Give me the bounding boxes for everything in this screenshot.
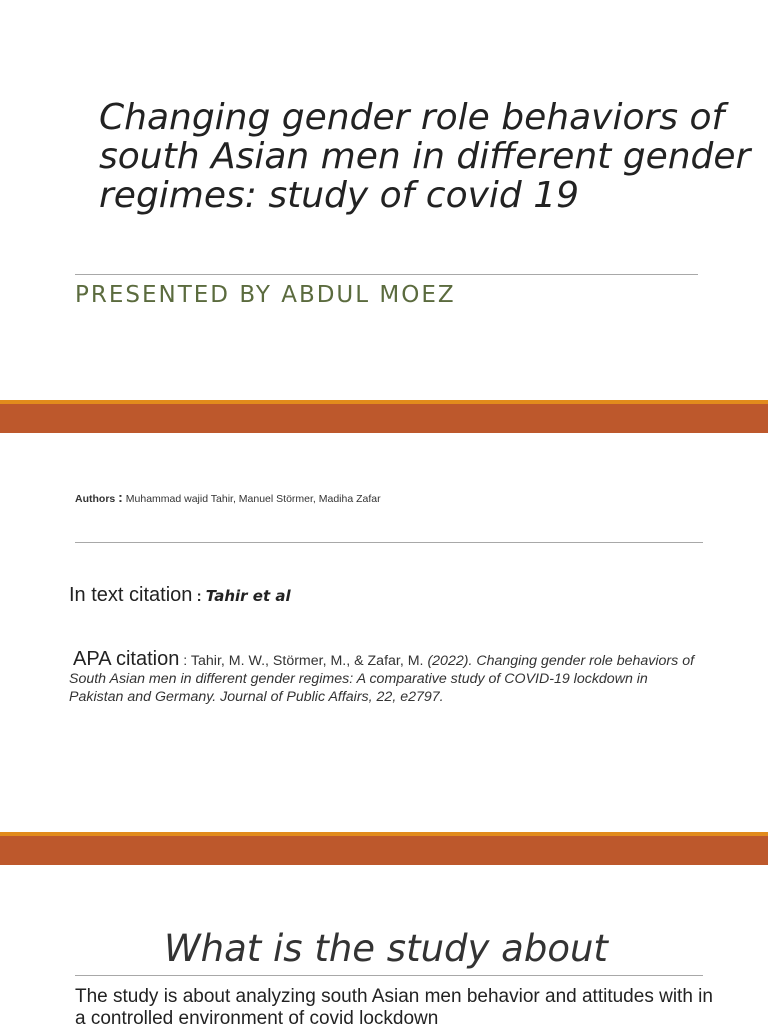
title-divider [75,274,698,275]
apa-citation-authors: : Tahir, M. W., Störmer, M., & Zafar, M. [179,653,428,669]
authors-label: Authors [75,493,116,505]
apa-citation [69,650,699,706]
authors-line [75,489,381,505]
slide-separator-band [0,400,768,433]
in-text-citation [69,584,291,607]
authors-divider [75,542,703,543]
apa-citation-label: APA citation [73,648,180,670]
slide-title: Changing gender role behaviors of south Asian men in different gender regimes: study of covid 19 [99,97,751,216]
in-text-citation-separator: : [192,588,206,605]
section-divider [75,975,703,976]
section-title: What is the study about [164,927,608,970]
section-body: The study is about analyzing south Asian men behavior and attitudes with in a controlled environment of covid lockdown [75,986,713,1029]
slide-separator-band-2 [0,832,768,865]
presenter-line: PRESENTED BY ABDUL MOEZ [75,282,456,308]
apa-citation-text: (2022). Changing gender role behaviors of South Asian men in different gender regimes: A comparative study of COVID-19 lockdown in Pakistan and Germany. Journal of Public Affairs, 22, e2797. [69,653,695,705]
authors-separator: : [118,489,123,505]
in-text-citation-value: Tahir et al [205,587,291,605]
authors-names: Muhammad wajid Tahir, Manuel Störmer, Madiha Zafar [125,493,381,505]
in-text-citation-label: In text citation [69,584,193,606]
